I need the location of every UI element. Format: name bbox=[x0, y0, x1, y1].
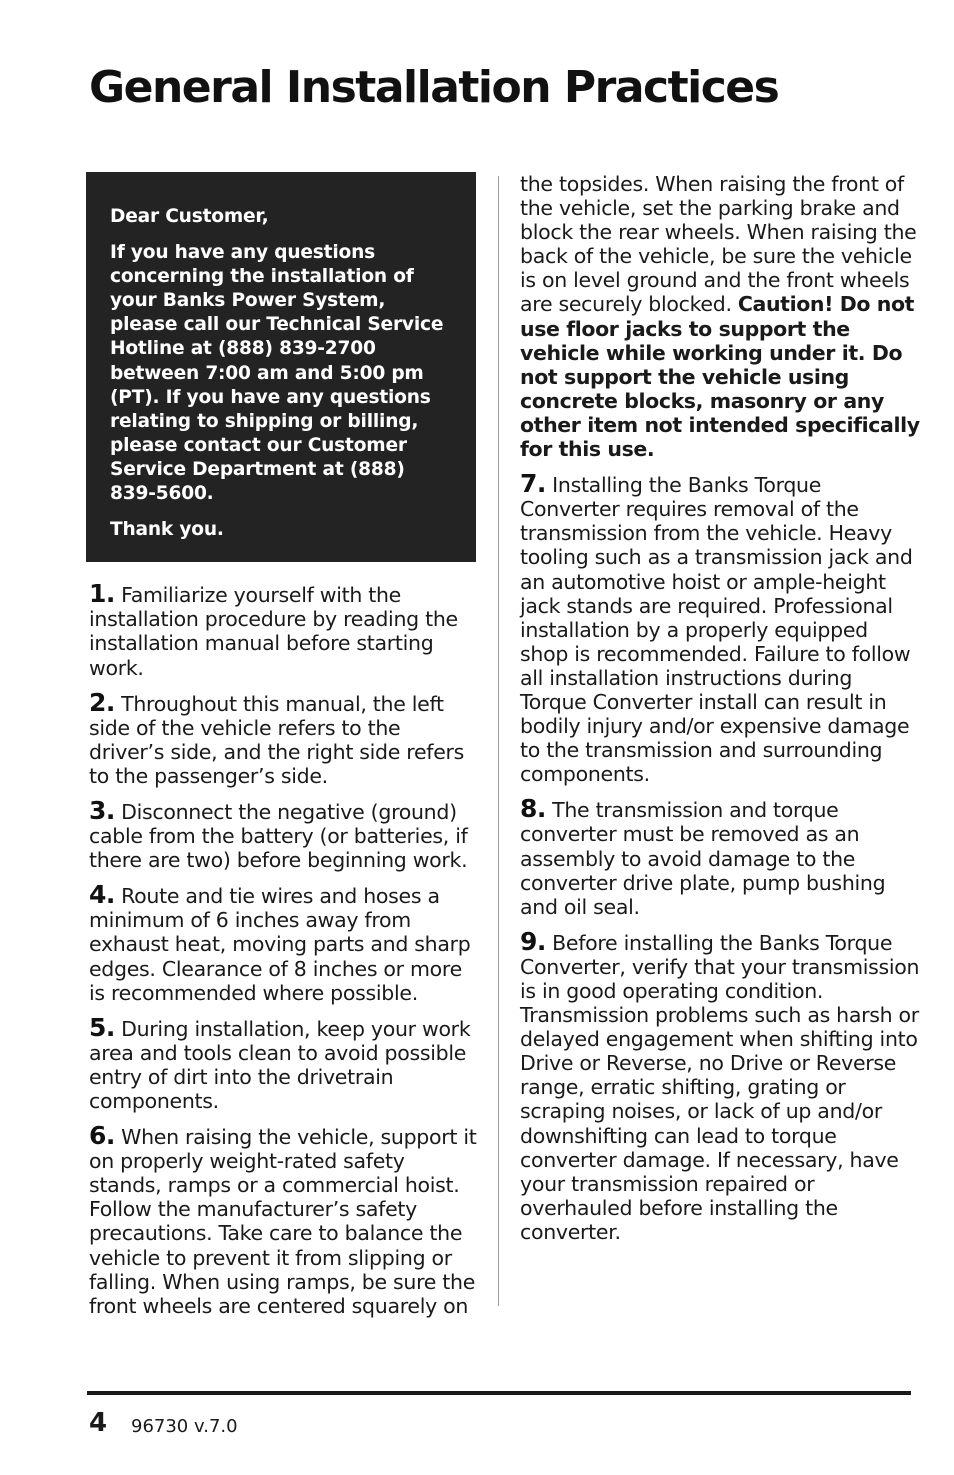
step-text: the topsides. When raising the front of the vehicle, set the parking brake and block the rear wheels. When raising the back of the vehicle, be sure the vehicle is on level ground and the front wheels are securely blocked. bbox=[520, 172, 917, 317]
step-text: Throughout this manual, the left side of the vehicle refers to the driver’s side, and the right side refers to the passenger’s side. bbox=[89, 691, 465, 788]
step-text: Route and tie wires and hoses a minimum of 6 inches away from exhaust heat, moving parts and sharp edges. Clearance of 8 inches or more is recommended where possible. bbox=[89, 884, 471, 1005]
step-9 bbox=[520, 926, 920, 1244]
customer-notice bbox=[86, 172, 476, 562]
step-2 bbox=[89, 687, 481, 788]
step-number: 9. bbox=[520, 926, 546, 956]
step-5 bbox=[89, 1012, 481, 1113]
step-text: During installation, keep your work area and tools clean to avoid possible entry of dirt into the drivetrain components. bbox=[89, 1016, 471, 1113]
footer-rule bbox=[87, 1391, 911, 1395]
page-number: 4 bbox=[89, 1408, 108, 1438]
step-number: 5. bbox=[89, 1012, 115, 1042]
notice-greeting: Dear Customer, bbox=[110, 206, 269, 227]
caution-warning: Caution! Do not use floor jacks to support the vehicle while working under it. Do not support the vehicle using concrete blocks, masonry or any other item not intended specifically for this use. bbox=[520, 292, 920, 462]
step-number: 2. bbox=[89, 687, 115, 717]
column-divider bbox=[498, 176, 499, 1306]
step-number: 7. bbox=[520, 469, 546, 499]
step-number: 3. bbox=[89, 795, 115, 825]
step-6-continued bbox=[520, 172, 920, 461]
notice-body: If you have any questions concerning the installation of your Banks Power System, please call our Technical Service Hotline at (888) 839-2700 between 7:00 am and 5:00 pm (PT). If you have any questions relating to shipping or billing, please contact our Customer Service Department at (888) 839-5600. bbox=[110, 242, 444, 505]
page-title: General Installation Practices bbox=[89, 62, 779, 113]
step-7 bbox=[520, 469, 920, 787]
step-text: When raising the vehicle, support it on properly weight-rated safety stands, ramps or a commercial hoist. Follow the manufacturer’s safety precautions. Take care to balance the vehicle to prevent it from slipping or falling. When using ramps, be sure the front wheels are centered squarely on bbox=[89, 1125, 477, 1318]
step-number: 1. bbox=[89, 579, 115, 609]
step-3 bbox=[89, 795, 481, 873]
notice-closing: Thank you. bbox=[110, 519, 224, 541]
step-text: Before installing the Banks Torque Converter, verify that your transmission is in good operating condition. Transmission problems such as harsh or delayed engagement when shifting into Drive or Reverse, no Drive or Reverse range, erratic shifting, grating or scraping noises, or lack of up and/or downshifting can lead to torque converter damage. If necessary, have your transmission repaired or overhauled before installing the converter. bbox=[520, 930, 920, 1244]
step-text: Installing the Banks Torque Converter requires removal of the transmission from the vehicle. Heavy tooling such as a transmission jack and an automotive hoist or ample-height jack stands are required. Professional installation by a properly equipped shop is recommended. Failure to follow all installation instructions during Torque Converter install can result in bodily injury and/or expensive damage to the transmission and surrounding components. bbox=[520, 473, 913, 787]
step-6 bbox=[89, 1121, 481, 1318]
step-1 bbox=[89, 579, 481, 680]
step-number: 4. bbox=[89, 880, 115, 910]
step-text: Familiarize yourself with the installation procedure by reading the installation manual before starting work. bbox=[89, 583, 458, 680]
step-4 bbox=[89, 880, 481, 1005]
step-8 bbox=[520, 794, 920, 919]
customer-notice-box bbox=[89, 172, 481, 562]
step-number: 6. bbox=[89, 1121, 115, 1151]
right-column bbox=[520, 172, 920, 1255]
step-text: The transmission and torque converter must be removed as an assembly to avoid damage to the converter drive plate, pump bushing and oil seal. bbox=[520, 798, 886, 919]
step-text: Disconnect the negative (ground) cable from the battery (or batteries, if there are two) before beginning work. bbox=[89, 799, 468, 873]
step-number: 8. bbox=[520, 794, 546, 824]
document-version: 96730 v.7.0 bbox=[131, 1416, 238, 1437]
left-column bbox=[89, 172, 481, 1329]
